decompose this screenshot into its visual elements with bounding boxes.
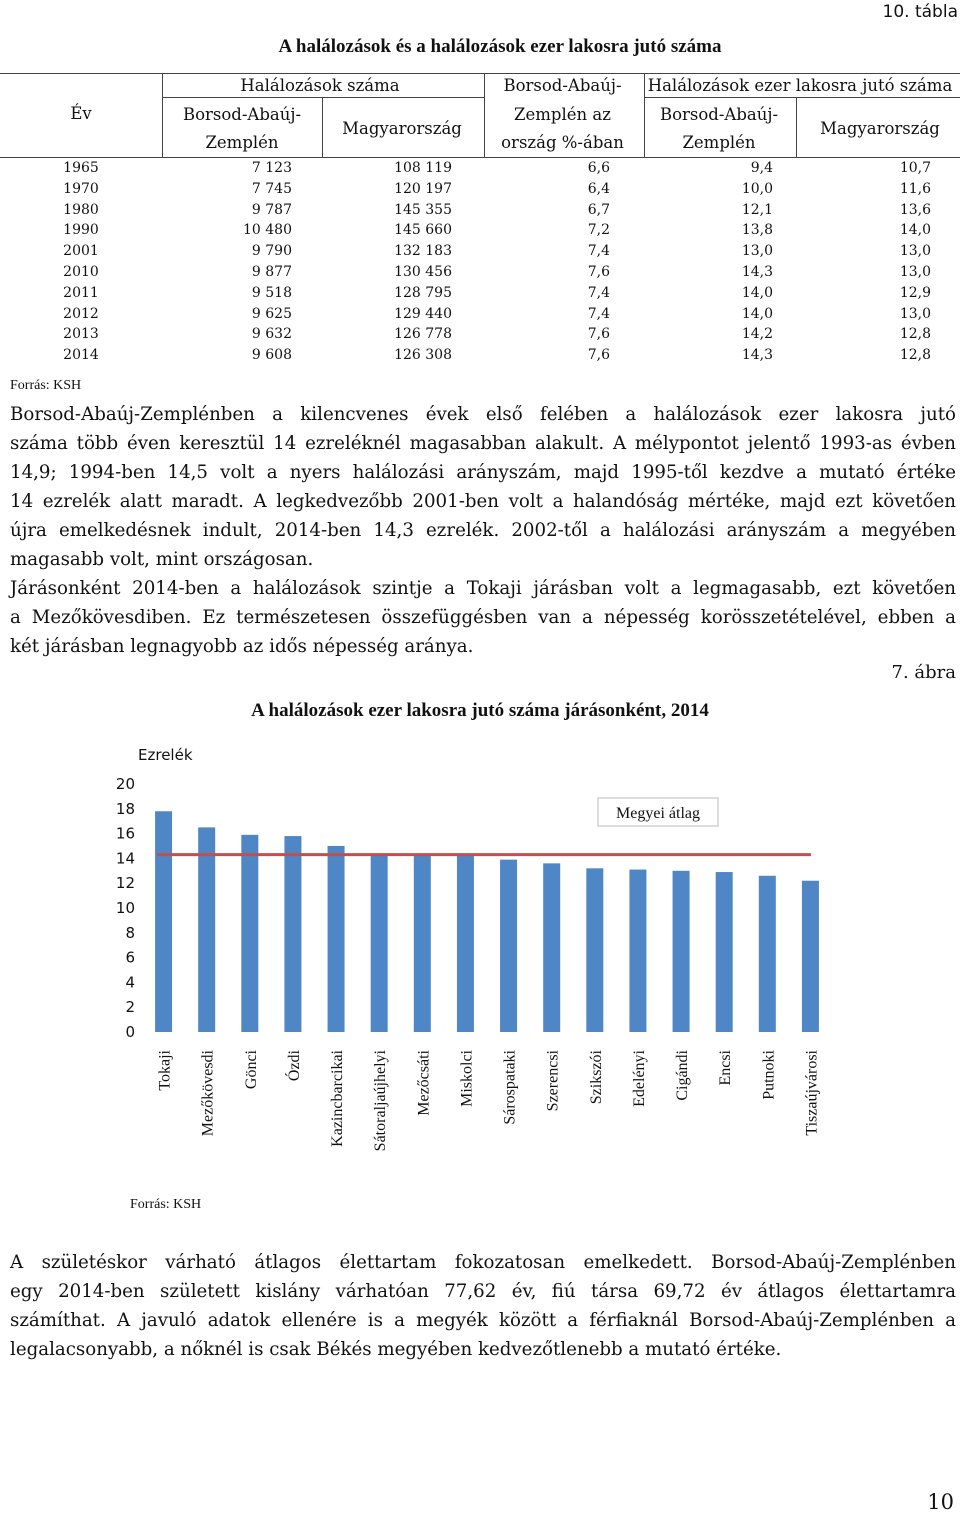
- table-cell: 7,2: [587, 222, 610, 239]
- header-baz-percent-l1: Borsod-Abaúj-: [503, 76, 622, 95]
- bar: [371, 853, 388, 1032]
- bar: [198, 827, 215, 1032]
- table-cell: 14,2: [741, 326, 773, 343]
- chart-title: A halálozások ezer lakosra jutó száma járásonként, 2014: [251, 700, 709, 721]
- table-cell: 9 877: [251, 264, 292, 280]
- bar: [673, 871, 690, 1032]
- paragraph-line: egy 2014-ben született kislány várhatóan 77,62 év, fiú társa 69,72 év átlagos élettartamra: [10, 1281, 956, 1302]
- table-cell: 12,8: [899, 347, 931, 364]
- table-cell: 7,6: [587, 264, 610, 280]
- category-label: Sátoraljaújhelyi: [372, 1050, 390, 1152]
- table-cell: 14,0: [741, 305, 773, 322]
- table-cell: 128 795: [394, 284, 452, 301]
- table-cell: 129 440: [394, 305, 452, 322]
- table-cell: 13,0: [899, 264, 931, 280]
- table-cell: 12,9: [899, 284, 931, 301]
- table-cell: 9 790: [251, 243, 292, 260]
- paragraph-line: legalacsonyabb, a nőknél is csak Békés megyében kedvezőtlenebb a mutató értéke.: [10, 1339, 782, 1360]
- table-cell: 6,4: [587, 180, 610, 197]
- y-tick-label: 20: [115, 775, 135, 793]
- y-tick-label: 4: [125, 973, 135, 992]
- table-cell: 12,1: [741, 201, 773, 218]
- table-cell-year: 2013: [63, 326, 99, 343]
- table-cell: 9 632: [251, 326, 292, 343]
- table-cell: 14,0: [899, 222, 931, 239]
- reference-label: Megyei átlag: [616, 805, 700, 822]
- header-baz-percent-l3: ország %-ában: [501, 133, 624, 152]
- paragraph-line: 14,9; 1994-ben 14,5 volt a nyers halálozási arányszám, majd 1995-től kezdve a mutató értéke: [10, 462, 956, 483]
- table-cell: 13,0: [899, 243, 931, 260]
- y-tick-label: 12: [115, 874, 135, 893]
- bar: [586, 868, 603, 1032]
- category-label: Putnoki: [760, 1050, 778, 1100]
- header-ezer-lakosra: Halálozások ezer lakosra jutó száma: [647, 76, 953, 95]
- paragraph-line: A születéskor várható átlagos élettartam fokozatosan emelkedett. Borsod-Abaúj-Zemplénben: [10, 1252, 956, 1273]
- y-tick-label: 0: [125, 1023, 135, 1041]
- table-title: A halálozások és a halálozások ezer lakosra jutó száma: [278, 36, 722, 57]
- header-mo2: Magyarország: [820, 119, 940, 138]
- category-label: Tiszaújvárosi: [803, 1050, 821, 1136]
- bar: [629, 870, 646, 1032]
- table-cell: 145 355: [394, 201, 452, 218]
- header-rule-1: [162, 97, 484, 98]
- bar: [457, 855, 474, 1032]
- table-cell-year: 2001: [63, 243, 99, 260]
- category-label: Encsi: [717, 1050, 735, 1086]
- category-label: Tokaji: [156, 1050, 174, 1091]
- table-cell: 9,4: [750, 160, 773, 176]
- table-cell: 120 197: [394, 180, 452, 197]
- table-cell: 130 456: [394, 264, 452, 280]
- table-cell: 9 608: [251, 347, 292, 364]
- header-vrule: [796, 98, 797, 158]
- header-baz2-l2: Zemplén: [682, 133, 756, 152]
- table-cell: 10,7: [899, 160, 931, 176]
- paragraph-line: 14 ezrelék alatt maradt. A legkedvezőbb 2001-ben volt a halandóság mértéke, majd ezt követően: [10, 491, 956, 512]
- paragraph-line: számíthat. A javuló adatok ellenére is a megyék között a férfiaknál Borsod-Abaúj-Zemplénben a: [10, 1310, 956, 1331]
- table-cell: 12,8: [899, 326, 931, 343]
- table-cell: 13,0: [741, 243, 773, 260]
- bar: [241, 835, 258, 1032]
- paragraph-line: újra emelkedésnek indult, 2014-ben 14,3 ezrelék. 2002-től a halálozási arányszám a megyében: [10, 520, 956, 541]
- figure-source: Forrás: KSH: [130, 1197, 202, 1212]
- table-cell: 7,6: [587, 347, 610, 364]
- table-cell-year: 2014: [63, 347, 99, 364]
- table-cell: 7,6: [587, 326, 610, 343]
- table-cell: 14,0: [741, 284, 773, 301]
- paragraph-line: két járásban legnagyobb az idős népesség aránya.: [10, 636, 474, 657]
- category-label: Edelényi: [630, 1050, 648, 1107]
- table-cell: 145 660: [394, 222, 452, 239]
- y-tick-label: 6: [125, 948, 135, 967]
- table-cell: 7 745: [251, 180, 292, 197]
- category-label: Kazincbarcikai: [329, 1050, 347, 1147]
- table-source: Forrás: KSH: [10, 378, 82, 393]
- header-vrule: [162, 74, 163, 158]
- paragraph-2: [10, 574, 956, 661]
- table-cell: 7,4: [587, 305, 610, 322]
- paragraph-line: száma több éven keresztül 14 ezreléknél magasabban alakult. A mélypontot jelentő 1993-as évben: [10, 433, 956, 454]
- table-cell: 126 778: [394, 326, 452, 343]
- table-cell: 9 625: [251, 305, 292, 322]
- table-cell-year: 1970: [63, 180, 99, 197]
- table-cell: 7,4: [587, 243, 610, 260]
- table-cell: 126 308: [394, 347, 452, 364]
- table-label: 10. tábla: [882, 2, 958, 22]
- y-tick-label: 8: [125, 923, 135, 942]
- bar: [155, 811, 172, 1032]
- category-label: Miskolci: [458, 1050, 476, 1107]
- table-cell: 7,4: [587, 284, 610, 301]
- table-cell: 9 518: [251, 284, 292, 301]
- paragraph-line: Borsod-Abaúj-Zemplénben a kilencvenes évek első felében a halálozások ezer lakosra jutó: [10, 404, 956, 425]
- bar: [500, 860, 517, 1032]
- category-label: Mezőcsáti: [415, 1050, 433, 1116]
- category-label: Szerencsi: [544, 1050, 562, 1112]
- table-cell: 9 787: [251, 201, 292, 218]
- paragraph-3: [10, 1248, 956, 1364]
- figure-label: 7. ábra: [891, 662, 956, 683]
- table-cell: 10,0: [741, 180, 773, 197]
- y-tick-label: 18: [115, 799, 135, 818]
- page-number: 10: [927, 1490, 954, 1514]
- bar: [284, 836, 301, 1032]
- table-cell: 7 123: [251, 160, 292, 176]
- table-cell: 13,0: [899, 305, 931, 322]
- bar: [328, 846, 345, 1032]
- category-label: Mezőkövesdi: [199, 1050, 217, 1137]
- paragraph-line: a Mezőkövesdiben. Ez természetesen összefüggésben van a népesség korösszetételével, ebben a: [10, 607, 956, 628]
- paragraph-line: magasabb volt, mint országosan.: [10, 549, 314, 570]
- header-rule-2: [644, 97, 960, 98]
- table-cell-year: 2010: [63, 264, 99, 280]
- y-axis-label: Ezrelék: [138, 746, 193, 764]
- header-baz-l1: Borsod-Abaúj-: [182, 105, 302, 124]
- category-label: Gönci: [242, 1050, 260, 1090]
- table-cell: 11,6: [899, 180, 931, 197]
- category-label: Cigándi: [674, 1050, 692, 1101]
- header-mo: Magyarország: [342, 119, 462, 138]
- bar: [802, 881, 819, 1032]
- table-cell: 132 183: [394, 243, 452, 260]
- table-cell-year: 1980: [63, 201, 99, 218]
- table-cell-year: 2012: [63, 305, 99, 322]
- table-cell: 108 119: [394, 160, 452, 176]
- bar-chart: [100, 740, 840, 1180]
- table-cell: 10 480: [243, 222, 292, 239]
- header-ev: Év: [70, 104, 92, 123]
- table-cell-year: 2011: [63, 284, 99, 301]
- header-vrule: [644, 74, 645, 158]
- y-tick-label: 2: [125, 998, 135, 1017]
- header-halalozasok-szama: Halálozások száma: [240, 76, 400, 95]
- table-top-rule: [0, 73, 960, 74]
- table-cell: 14,3: [741, 347, 773, 364]
- header-baz-l2: Zemplén: [205, 133, 279, 152]
- bar: [414, 855, 431, 1032]
- header-bottom-rule: [0, 157, 960, 158]
- header-baz2-l1: Borsod-Abaúj-: [659, 105, 779, 124]
- y-tick-label: 10: [115, 899, 135, 917]
- table-cell-year: 1965: [63, 160, 99, 176]
- header-baz-percent-l2: Zemplén az: [514, 105, 611, 124]
- bar: [543, 863, 560, 1032]
- y-tick-label: 14: [115, 849, 135, 868]
- table-cell: 14,3: [741, 264, 773, 280]
- bar: [716, 872, 733, 1032]
- table-cell: 13,8: [741, 222, 773, 239]
- category-label: Szikszói: [587, 1050, 605, 1105]
- paragraph-line: Járásonként 2014-ben a halálozások szintje a Tokaji járásban volt a legmagasabb, ezt követően: [10, 578, 956, 599]
- header-vrule: [484, 74, 485, 158]
- bar: [759, 876, 776, 1032]
- y-tick-label: 16: [115, 824, 135, 843]
- table-cell: 6,6: [587, 160, 610, 176]
- table-cell-year: 1990: [63, 222, 99, 239]
- paragraph-1: [10, 400, 956, 574]
- table-cell: 6,7: [587, 201, 610, 218]
- category-label: Sárospataki: [501, 1050, 519, 1125]
- table-cell: 13,6: [899, 201, 931, 218]
- category-label: Ózdi: [285, 1050, 303, 1082]
- header-vrule: [322, 98, 323, 158]
